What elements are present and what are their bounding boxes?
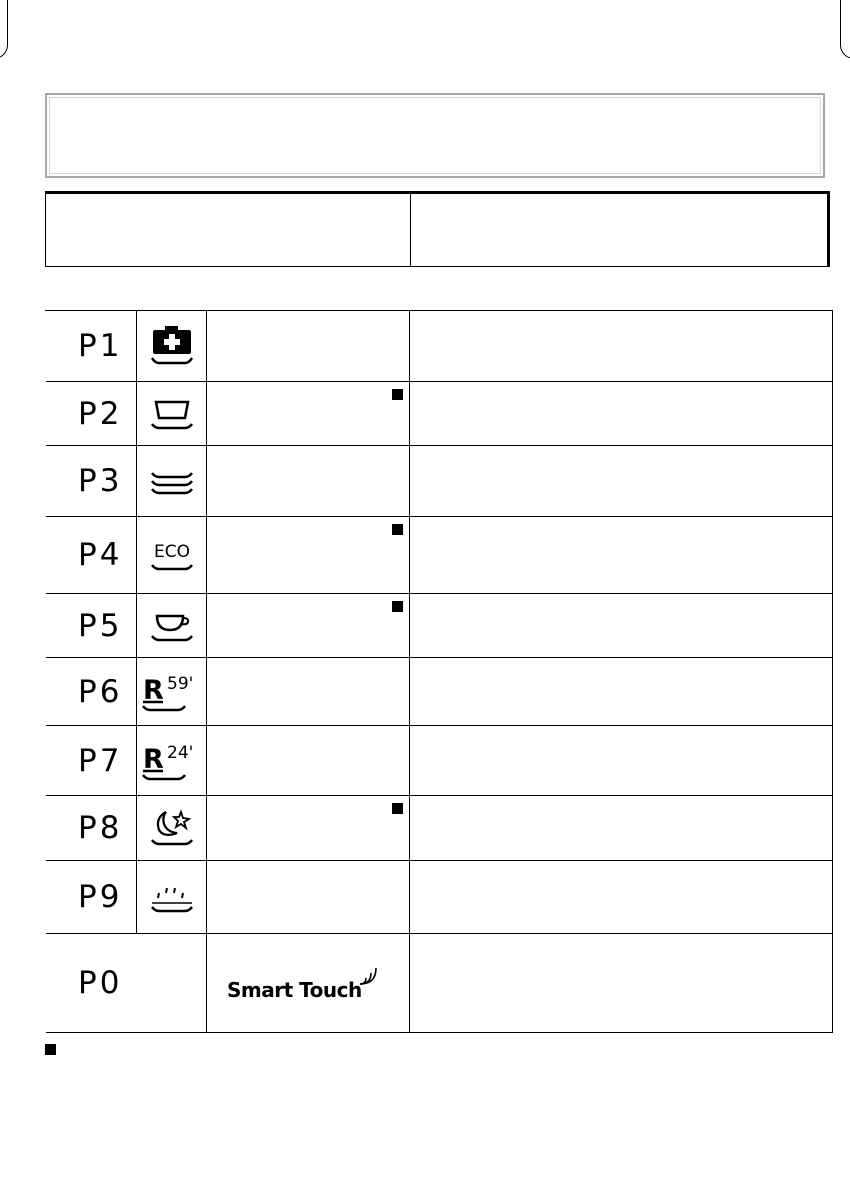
table-row — [46, 382, 833, 446]
program-code: P1 — [78, 328, 123, 364]
smart-touch-wave-icon — [357, 962, 381, 988]
program-code: P0 — [78, 965, 123, 1001]
program-code: P4 — [78, 537, 123, 573]
table-header — [45, 191, 830, 267]
table-row — [46, 311, 833, 382]
eco-text: ECO — [153, 542, 190, 562]
night-quiet-icon — [147, 806, 197, 850]
table-row — [46, 934, 833, 1033]
marker-square — [392, 601, 403, 612]
page-crop-mark-right — [840, 0, 850, 59]
footnote-marker-square — [45, 1044, 56, 1055]
program-code: P5 — [78, 607, 123, 644]
table-row — [46, 796, 833, 861]
table-row — [46, 446, 833, 517]
prewash-drops-icon — [147, 877, 197, 917]
smart-touch-label: Smart Touch — [227, 978, 362, 1002]
program-code: P3 — [78, 463, 123, 499]
marker-square — [392, 389, 403, 400]
title-box — [45, 93, 825, 178]
wash-lines-icon — [147, 461, 197, 501]
marker-square — [392, 803, 403, 814]
rapid-59-icon — [139, 670, 205, 714]
normal-bowl-icon — [147, 396, 197, 432]
program-code: P2 — [78, 395, 123, 432]
program-code: P8 — [78, 810, 123, 846]
program-code: P6 — [78, 673, 123, 710]
svg-text:59': 59' — [166, 673, 193, 694]
program-table — [45, 310, 833, 1002]
table-row — [46, 658, 833, 726]
intensive-pot-icon — [147, 324, 197, 368]
marker-square — [392, 524, 403, 535]
program-code: P9 — [78, 879, 123, 915]
table-row — [46, 861, 833, 934]
eco-icon — [147, 535, 197, 575]
svg-text:24': 24' — [166, 742, 193, 763]
rapid-24-icon — [139, 739, 205, 783]
table-row — [46, 594, 833, 658]
program-code: P7 — [78, 742, 123, 779]
page-crop-mark-left — [0, 0, 8, 59]
table-row — [46, 517, 833, 594]
cup-icon — [147, 608, 197, 644]
table-row — [46, 726, 833, 796]
svg-text:R: R — [142, 674, 164, 706]
svg-text:R: R — [142, 743, 164, 775]
